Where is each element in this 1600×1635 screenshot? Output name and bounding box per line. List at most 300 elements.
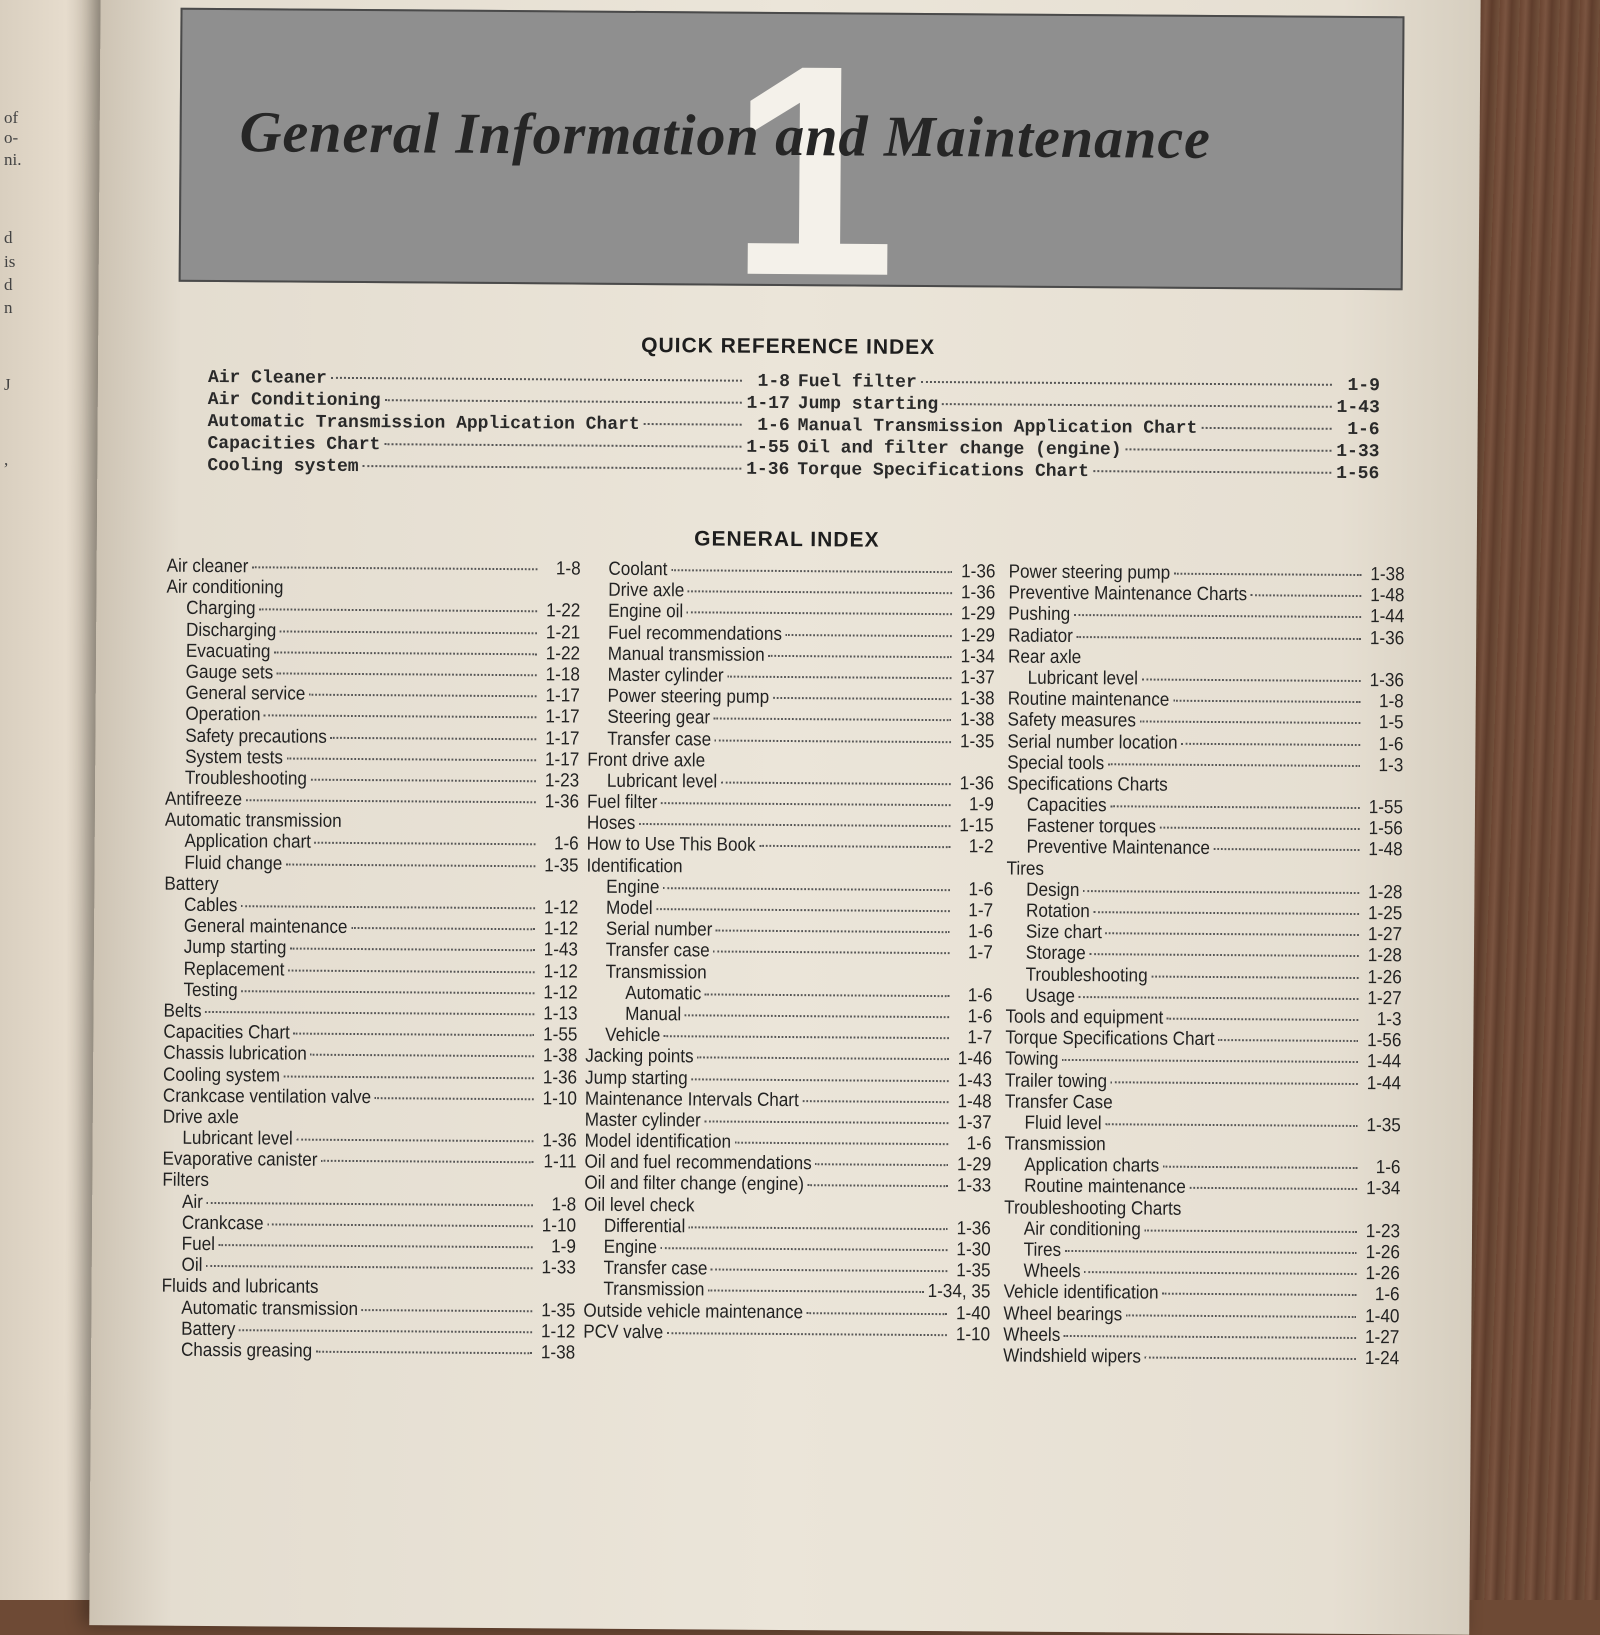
entry-page: 1-5 bbox=[1378, 712, 1404, 734]
leader-dots bbox=[1181, 742, 1360, 745]
index-entry[interactable] bbox=[162, 1212, 576, 1236]
entry-page: 1-55 bbox=[1368, 797, 1404, 819]
index-entry[interactable] bbox=[588, 665, 995, 689]
index-entry[interactable] bbox=[584, 1173, 991, 1197]
index-entry[interactable] bbox=[165, 768, 579, 792]
leader-dots bbox=[321, 1160, 533, 1163]
index-entry[interactable] bbox=[585, 1004, 992, 1028]
index-entry[interactable] bbox=[163, 1064, 577, 1088]
entry-label: Routine maintenance bbox=[1007, 688, 1170, 711]
entry-label: Drive axle bbox=[162, 1106, 239, 1129]
index-entry[interactable] bbox=[587, 792, 994, 816]
index-entry[interactable] bbox=[1006, 964, 1402, 988]
leader-dots bbox=[385, 399, 742, 403]
index-entry[interactable] bbox=[586, 982, 993, 1006]
entry-label: Oil and filter change (engine) bbox=[584, 1173, 805, 1196]
entry-page: 1-56 bbox=[1368, 818, 1403, 840]
leader-dots bbox=[1074, 614, 1361, 618]
entry-page: 1-43 bbox=[1336, 397, 1380, 419]
index-entry[interactable] bbox=[1004, 1176, 1400, 1200]
leader-dots bbox=[288, 969, 535, 973]
index-entry[interactable] bbox=[585, 1109, 992, 1133]
index-entry[interactable] bbox=[1006, 922, 1402, 946]
entry-label: Transfer case bbox=[607, 728, 712, 750]
entry-page: 1-6 bbox=[968, 921, 993, 943]
leader-dots bbox=[644, 423, 742, 426]
leader-dots bbox=[239, 1329, 532, 1333]
entry-page: 1-33 bbox=[1336, 441, 1380, 463]
index-entry[interactable] bbox=[588, 643, 995, 667]
leader-dots bbox=[310, 1054, 534, 1058]
index-entry[interactable] bbox=[166, 683, 580, 707]
entry-page: 1-30 bbox=[956, 1239, 991, 1261]
leader-dots bbox=[267, 1223, 533, 1227]
index-entry[interactable] bbox=[164, 873, 578, 897]
index-entry[interactable] bbox=[1008, 710, 1404, 734]
entry-label: Application charts bbox=[1024, 1154, 1160, 1177]
quick-reference-entry[interactable] bbox=[207, 456, 789, 482]
entry-label: How to Use This Book bbox=[586, 834, 756, 857]
entry-label: Transfer Case bbox=[1004, 1091, 1113, 1113]
entry-label: Engine bbox=[603, 1236, 658, 1259]
entry-label: Specifications Charts bbox=[1007, 773, 1168, 796]
entry-page: 1-17 bbox=[545, 727, 580, 750]
entry-page: 1-17 bbox=[545, 749, 580, 771]
entry-page: 1-36 bbox=[542, 1130, 577, 1152]
entry-label: General service bbox=[185, 682, 306, 705]
index-entry[interactable] bbox=[587, 749, 994, 773]
entry-page: 1-6 bbox=[1375, 1157, 1401, 1179]
entry-label: Crankcase bbox=[181, 1212, 264, 1235]
entry-page: 1-56 bbox=[1336, 463, 1380, 485]
leader-dots bbox=[704, 1120, 948, 1124]
entry-page: 1-12 bbox=[543, 960, 578, 983]
entry-label: Trailer towing bbox=[1005, 1070, 1108, 1092]
index-entry[interactable] bbox=[165, 831, 579, 855]
leader-dots bbox=[639, 823, 951, 827]
index-entry[interactable] bbox=[586, 940, 993, 964]
index-entry[interactable] bbox=[163, 1128, 577, 1152]
leader-dots bbox=[1065, 1250, 1357, 1254]
index-entry[interactable] bbox=[589, 559, 996, 583]
entry-page: 1-36 bbox=[746, 459, 790, 481]
entry-label: Engine bbox=[606, 876, 660, 898]
entry-page: 1-36 bbox=[1369, 670, 1404, 692]
index-entry[interactable] bbox=[165, 746, 579, 770]
entry-page: 1-6 bbox=[757, 415, 790, 437]
leader-dots bbox=[1126, 1314, 1356, 1318]
index-entry[interactable] bbox=[164, 979, 578, 1003]
entry-label: Usage bbox=[1025, 985, 1075, 1007]
index-entry[interactable] bbox=[166, 619, 580, 643]
chapter-banner bbox=[179, 1, 1405, 339]
leader-dots bbox=[1111, 1081, 1358, 1085]
entry-label: General maintenance bbox=[183, 915, 348, 939]
index-entry[interactable] bbox=[1007, 773, 1403, 797]
entry-page: 1-36 bbox=[961, 561, 996, 583]
index-entry[interactable] bbox=[1008, 625, 1404, 649]
index-entry[interactable] bbox=[585, 1025, 992, 1049]
left-page-fragment: J bbox=[4, 375, 11, 394]
leader-dots bbox=[1110, 805, 1360, 809]
index-entry[interactable] bbox=[165, 852, 579, 876]
index-entry[interactable] bbox=[1007, 795, 1403, 819]
index-entry[interactable] bbox=[162, 1170, 576, 1194]
leader-dots bbox=[1167, 1018, 1358, 1021]
index-entry[interactable] bbox=[584, 1215, 991, 1239]
leader-dots bbox=[241, 905, 535, 909]
index-entry[interactable] bbox=[586, 876, 993, 900]
entry-label: Jump starting bbox=[797, 394, 939, 416]
entry-label: Safety precautions bbox=[185, 725, 327, 748]
entry-page: 1-23 bbox=[1365, 1220, 1401, 1243]
index-entry[interactable] bbox=[1004, 1155, 1400, 1179]
index-entry[interactable] bbox=[163, 1022, 577, 1046]
entry-page: 1-29 bbox=[960, 624, 996, 647]
entry-page: 1-36 bbox=[959, 773, 995, 795]
index-entry[interactable] bbox=[161, 1297, 575, 1321]
entry-page: 1-36 bbox=[960, 582, 996, 604]
leader-dots bbox=[807, 1312, 947, 1315]
leader-dots bbox=[277, 672, 537, 676]
entry-label: Master cylinder bbox=[584, 1109, 701, 1132]
entry-page: 1-43 bbox=[957, 1069, 992, 1091]
index-entry[interactable] bbox=[163, 1085, 577, 1109]
index-entry[interactable] bbox=[1008, 646, 1404, 670]
entry-page: 1-36 bbox=[544, 791, 580, 813]
index-entry[interactable] bbox=[1004, 1261, 1400, 1285]
index-entry[interactable] bbox=[162, 1255, 576, 1279]
leader-dots bbox=[241, 990, 534, 994]
entry-page: 1-17 bbox=[746, 393, 790, 415]
entry-label: Battery bbox=[164, 873, 219, 895]
index-entry[interactable] bbox=[1008, 667, 1404, 691]
index-entry[interactable] bbox=[1006, 985, 1402, 1009]
index-entry[interactable] bbox=[1005, 1006, 1401, 1030]
index-entry[interactable] bbox=[166, 577, 580, 601]
entry-page: 1-9 bbox=[969, 794, 994, 816]
left-page-fragment: n bbox=[4, 298, 13, 317]
general-index-column-1 bbox=[161, 556, 627, 1364]
entry-label: Charging bbox=[186, 598, 256, 620]
index-entry[interactable] bbox=[1006, 943, 1402, 967]
index-entry[interactable] bbox=[585, 1046, 992, 1070]
entry-label: Automatic transmission bbox=[181, 1297, 359, 1320]
entry-page: 1-35 bbox=[956, 1260, 991, 1282]
entry-page: 1-35 bbox=[1366, 1114, 1401, 1137]
index-entry[interactable] bbox=[1005, 1112, 1401, 1136]
index-entry[interactable] bbox=[583, 1300, 990, 1324]
leader-dots bbox=[656, 908, 950, 912]
entry-page: 1-33 bbox=[956, 1175, 992, 1197]
index-entry[interactable] bbox=[587, 770, 994, 794]
index-entry[interactable] bbox=[163, 1001, 577, 1025]
entry-page: 1-29 bbox=[960, 603, 996, 625]
entry-page: 1-3 bbox=[1378, 754, 1404, 777]
index-entry[interactable] bbox=[586, 919, 993, 943]
leader-dots bbox=[1064, 1335, 1356, 1339]
entry-label: Troubleshooting bbox=[1025, 964, 1148, 987]
index-entry[interactable] bbox=[1007, 837, 1403, 861]
entry-page: 1-17 bbox=[545, 685, 580, 707]
entry-label: Special tools bbox=[1007, 752, 1105, 774]
index-entry[interactable] bbox=[584, 1258, 991, 1282]
index-entry[interactable] bbox=[586, 898, 993, 922]
entry-label: Crankcase ventilation valve bbox=[162, 1085, 372, 1108]
entry-label: System tests bbox=[185, 746, 284, 769]
index-entry[interactable] bbox=[583, 1321, 990, 1345]
entry-label: Evacuating bbox=[185, 640, 271, 663]
leader-dots bbox=[1201, 427, 1331, 430]
leader-dots bbox=[1151, 975, 1358, 978]
index-entry[interactable] bbox=[584, 1194, 991, 1218]
leader-dots bbox=[667, 1332, 947, 1336]
leader-dots bbox=[284, 1075, 534, 1079]
entry-page: 1-38 bbox=[960, 709, 995, 731]
index-entry[interactable] bbox=[167, 556, 581, 580]
entry-page: 1-27 bbox=[1367, 924, 1403, 946]
leader-dots bbox=[351, 927, 535, 930]
leader-dots bbox=[1105, 1123, 1357, 1127]
index-entry[interactable] bbox=[1008, 583, 1404, 607]
entry-page: 1-35 bbox=[959, 730, 995, 752]
wooden-desk bbox=[1460, 0, 1600, 1600]
entry-label: Fuel filter bbox=[586, 791, 658, 814]
entry-label: Jump starting bbox=[585, 1067, 688, 1089]
entry-label: Radiator bbox=[1008, 625, 1073, 647]
index-entry[interactable] bbox=[1003, 1324, 1399, 1348]
entry-page: 1-38 bbox=[542, 1045, 578, 1067]
leader-dots bbox=[942, 403, 1332, 408]
entry-label: Cables bbox=[184, 894, 238, 917]
general-index-column-3 bbox=[1003, 562, 1449, 1370]
entry-page: 1-7 bbox=[967, 1027, 993, 1049]
index-entry[interactable] bbox=[1006, 879, 1402, 903]
leader-dots bbox=[802, 1100, 948, 1103]
index-entry[interactable] bbox=[1005, 1070, 1401, 1094]
index-entry[interactable] bbox=[164, 916, 578, 940]
entry-label: Pushing bbox=[1008, 603, 1071, 626]
entry-page: 1-8 bbox=[757, 371, 791, 393]
quick-reference-entry[interactable] bbox=[797, 460, 1379, 486]
entry-label: Air conditioning bbox=[1023, 1218, 1141, 1241]
leader-dots bbox=[264, 715, 536, 719]
entry-label: Oil bbox=[181, 1254, 203, 1277]
index-entry[interactable] bbox=[588, 580, 995, 604]
index-entry[interactable] bbox=[588, 707, 995, 731]
index-entry[interactable] bbox=[163, 1107, 577, 1131]
leader-dots bbox=[721, 781, 951, 785]
entry-page: 1-3 bbox=[1376, 1009, 1402, 1031]
leader-dots bbox=[713, 951, 949, 955]
entry-label: Tools and equipment bbox=[1005, 1006, 1164, 1029]
leader-dots bbox=[316, 1351, 532, 1355]
leader-dots bbox=[716, 930, 950, 934]
entry-page: 1-33 bbox=[541, 1257, 576, 1279]
index-entry[interactable] bbox=[164, 895, 578, 919]
entry-page: 1-44 bbox=[1366, 1051, 1402, 1073]
entry-page: 1-27 bbox=[1367, 987, 1402, 1010]
index-entry[interactable] bbox=[166, 598, 580, 622]
index-entry[interactable] bbox=[166, 662, 580, 686]
leader-dots bbox=[705, 993, 949, 997]
index-entry[interactable] bbox=[1003, 1345, 1399, 1369]
entry-page: 1-46 bbox=[957, 1048, 993, 1070]
index-entry[interactable] bbox=[1008, 689, 1404, 713]
leader-dots bbox=[259, 609, 537, 613]
entry-page: 1-7 bbox=[967, 942, 993, 964]
index-entry[interactable] bbox=[587, 834, 994, 858]
entry-label: Fuel filter bbox=[797, 372, 917, 393]
index-entry[interactable] bbox=[165, 725, 579, 749]
index-entry[interactable] bbox=[585, 1131, 992, 1155]
index-entry[interactable] bbox=[1004, 1240, 1400, 1264]
entry-label: Drive axle bbox=[608, 579, 685, 602]
index-entry[interactable] bbox=[161, 1318, 575, 1342]
entry-label: Wheels bbox=[1003, 1324, 1061, 1346]
index-entry[interactable] bbox=[584, 1152, 991, 1176]
index-entry[interactable] bbox=[166, 640, 580, 664]
index-entry[interactable] bbox=[1003, 1303, 1399, 1327]
leader-dots bbox=[735, 1142, 949, 1145]
entry-page: 1-28 bbox=[1368, 881, 1403, 904]
entry-page: 1-35 bbox=[544, 854, 579, 877]
entry-page: 1-6 bbox=[968, 879, 994, 901]
index-entry[interactable] bbox=[1004, 1282, 1400, 1306]
entry-label: Preventive Maintenance bbox=[1026, 837, 1211, 860]
index-entry[interactable] bbox=[1005, 1028, 1401, 1052]
leader-dots bbox=[1163, 1166, 1357, 1169]
entry-page: 1-10 bbox=[955, 1323, 991, 1346]
entry-label: Discharging bbox=[185, 619, 277, 642]
index-entry[interactable] bbox=[586, 961, 993, 985]
index-entry[interactable] bbox=[1005, 1134, 1401, 1158]
entry-label: Torque Specifications Chart bbox=[797, 460, 1090, 483]
entry-label: Hoses bbox=[586, 812, 636, 835]
entry-label: Manual bbox=[625, 1003, 682, 1026]
index-entry[interactable] bbox=[588, 601, 995, 625]
entry-label: Identification bbox=[586, 855, 683, 877]
leader-dots bbox=[331, 377, 742, 382]
entry-page: 1-27 bbox=[1364, 1326, 1400, 1349]
entry-label: Air bbox=[181, 1191, 203, 1213]
entry-page: 1-22 bbox=[545, 643, 581, 665]
entry-label: Towing bbox=[1005, 1048, 1059, 1071]
entry-page: 1-29 bbox=[956, 1154, 992, 1176]
index-entry[interactable] bbox=[1008, 604, 1404, 628]
entry-page: 1-21 bbox=[545, 621, 581, 644]
leader-dots bbox=[274, 651, 537, 655]
entry-page: 1-6 bbox=[967, 985, 993, 1007]
entry-page: 1-2 bbox=[968, 836, 994, 858]
index-entry[interactable] bbox=[164, 937, 578, 961]
leader-dots bbox=[663, 887, 950, 891]
index-entry[interactable] bbox=[584, 1279, 991, 1303]
quick-reference-left-column bbox=[207, 368, 790, 482]
index-entry[interactable] bbox=[164, 958, 578, 982]
entry-label: Preventive Maintenance Charts bbox=[1008, 582, 1248, 606]
index-entry[interactable] bbox=[162, 1149, 576, 1173]
index-entry[interactable] bbox=[1004, 1218, 1400, 1242]
leader-dots bbox=[330, 736, 536, 739]
leader-dots bbox=[1062, 1059, 1358, 1063]
index-entry[interactable] bbox=[585, 1088, 992, 1112]
index-entry[interactable] bbox=[162, 1234, 576, 1258]
index-entry[interactable] bbox=[165, 810, 579, 834]
entry-label: Automatic transmission bbox=[164, 809, 342, 833]
leader-dots bbox=[1218, 1039, 1358, 1042]
entry-page: 1-18 bbox=[545, 664, 580, 686]
index-entry[interactable] bbox=[588, 622, 995, 646]
index-entry[interactable] bbox=[161, 1340, 575, 1364]
index-entry[interactable] bbox=[587, 813, 994, 837]
leader-dots bbox=[661, 802, 951, 806]
entry-label: Troubleshooting Charts bbox=[1004, 1197, 1182, 1220]
leader-dots bbox=[1162, 1293, 1356, 1296]
entry-label: Air Conditioning bbox=[207, 389, 381, 412]
index-entry[interactable] bbox=[163, 1043, 577, 1067]
entry-page: 1-43 bbox=[543, 939, 579, 961]
index-entry[interactable] bbox=[1007, 731, 1403, 755]
entry-label: Wheel bearings bbox=[1003, 1303, 1123, 1325]
entry-label: Lubricant level bbox=[182, 1127, 293, 1150]
index-entry[interactable] bbox=[587, 728, 994, 752]
index-entry[interactable] bbox=[165, 789, 579, 813]
leader-dots bbox=[661, 1247, 948, 1251]
index-entry[interactable] bbox=[162, 1191, 576, 1215]
leader-dots bbox=[1083, 890, 1359, 894]
leader-dots bbox=[293, 1033, 534, 1037]
entry-label: Chassis greasing bbox=[180, 1339, 313, 1362]
index-entry[interactable] bbox=[1007, 752, 1403, 776]
index-entry[interactable] bbox=[1005, 1049, 1401, 1073]
entry-label: Coolant bbox=[608, 558, 668, 581]
index-entry[interactable] bbox=[584, 1237, 991, 1261]
entry-page: 1-34 bbox=[1366, 1178, 1401, 1200]
index-entry[interactable] bbox=[1006, 858, 1402, 882]
entry-label: Air Cleaner bbox=[207, 367, 327, 389]
entry-page: 1-24 bbox=[1364, 1347, 1400, 1370]
entry-label: Capacities Chart bbox=[207, 433, 381, 456]
entry-page: 1-10 bbox=[542, 1088, 578, 1110]
leader-dots bbox=[689, 1226, 948, 1230]
entry-label: Transfer case bbox=[603, 1257, 708, 1280]
leader-dots bbox=[1173, 700, 1361, 703]
index-entry[interactable] bbox=[1006, 901, 1402, 925]
entry-label: Storage bbox=[1025, 943, 1086, 965]
entry-label: Fastener torques bbox=[1026, 815, 1157, 838]
leader-dots bbox=[375, 1097, 534, 1100]
index-entry[interactable] bbox=[1009, 562, 1405, 586]
leader-dots bbox=[286, 863, 535, 867]
index-entry[interactable] bbox=[588, 686, 995, 710]
index-entry[interactable] bbox=[1004, 1197, 1400, 1221]
index-entry[interactable] bbox=[1005, 1091, 1401, 1115]
entry-page: 1-13 bbox=[543, 1003, 578, 1025]
leader-dots bbox=[384, 443, 741, 447]
leader-dots bbox=[1084, 1271, 1356, 1275]
leader-dots bbox=[252, 566, 537, 570]
index-entry[interactable] bbox=[166, 704, 580, 728]
entry-label: Air cleaner bbox=[166, 555, 249, 578]
index-entry[interactable] bbox=[1007, 816, 1403, 840]
leader-dots bbox=[362, 1309, 533, 1312]
entry-page: 1-55 bbox=[746, 437, 790, 459]
quick-reference-right-column bbox=[797, 372, 1380, 486]
index-entry[interactable] bbox=[586, 855, 993, 879]
index-entry[interactable] bbox=[585, 1067, 992, 1091]
index-entry[interactable] bbox=[162, 1276, 576, 1300]
